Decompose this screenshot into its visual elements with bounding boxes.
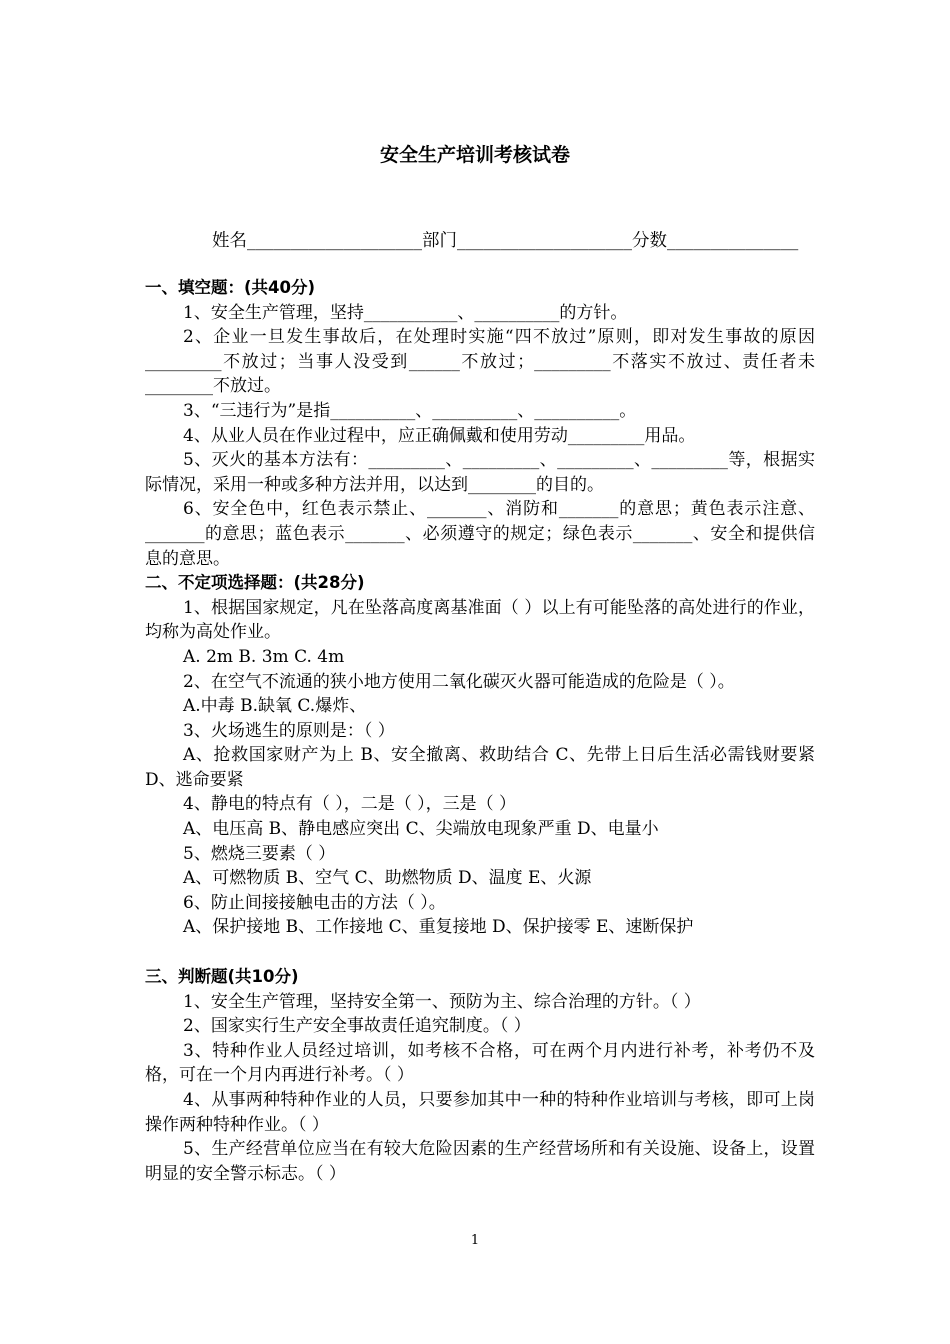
- question: 1、安全生产管理，坚持安全第一、预防为主、综合治理的方针。（ ）: [183, 991, 701, 1012]
- score-label: 分数: [632, 231, 667, 251]
- question: 3、火场逃生的原则是：（ ）: [183, 720, 395, 741]
- question: 4、静电的特点有（ ），二是（ ），三是（ ）: [183, 794, 517, 815]
- answer-options: A.中毒 B.缺氧 C.爆炸、: [183, 696, 367, 717]
- section-spacer: [145, 940, 815, 965]
- page-number: 1: [470, 1233, 480, 1248]
- name-label: 姓名: [212, 231, 247, 251]
- question: 2、国家实行生产安全事故责任追究制度。（ ）: [183, 1016, 531, 1037]
- question: 5、燃烧三要素（ ）: [183, 843, 336, 864]
- question: 2、企业一旦发生事故后，在处理时实施“四不放过”原则，即对发生事故的原因_________不放过；当事人没受到______不放过；_________不落实不放过、责任者未________不放过。: [145, 327, 815, 397]
- name-blank: ____________________: [247, 231, 422, 251]
- page-title: 安全生产培训考核试卷: [379, 144, 570, 166]
- question: 6、安全色中，红色表示禁止、_______、消防和_______的意思；黄色表示注意、_______的意思；蓝色表示_______、必须遵守的规定；绿色表示_______、安全和提供信息的意思。: [145, 499, 815, 569]
- score-blank: _______________: [667, 231, 799, 251]
- answer-options: A、电压高 B、静电感应突出 C、尖端放电现象严重 D、电量小: [183, 819, 659, 840]
- question: 4、从事两种特种作业的人员，只要参加其中一种的特种作业培训与考核，即可上岗操作两种特种作业。（ ）: [145, 1090, 815, 1135]
- section-heading-multiple-choice: 二、不定项选择题：(共28分): [145, 573, 365, 593]
- question: 5、生产经营单位应当在有较大危险因素的生产经营场所和有关设施、设备上，设置明显的安全警示标志。（ ）: [145, 1139, 815, 1184]
- dept-label: 部门: [422, 231, 457, 251]
- question: 6、防止间接接触电击的方法（ ）。: [183, 892, 446, 913]
- question: 3、“三违行为”是指__________、__________、__________。: [183, 400, 637, 421]
- answer-options: A、抢救国家财产为上 B、安全撤离、救助结合 C、先带上日后生活必需钱财要紧 D、逃命要紧: [145, 745, 815, 790]
- question: 1、安全生产管理，坚持___________、__________的方针。: [183, 302, 628, 323]
- student-info-line: [212, 227, 798, 252]
- answer-options: A、可燃物质 B、空气 C、助燃物质 D、温度 E、火源: [183, 868, 592, 889]
- question: 4、从业人员在作业过程中，应正确佩戴和使用劳动_________用品。: [183, 425, 696, 446]
- exam-content: [145, 276, 815, 1186]
- question: 2、在空气不流通的狭小地方使用二氧化碳灭火器可能造成的危险是（ ）。: [183, 671, 735, 692]
- section-heading-true-false: 三、判断题(共10分): [145, 967, 299, 987]
- answer-options: A. 2m B. 3m C. 4m: [183, 646, 345, 667]
- answer-options: A、保护接地 B、工作接地 C、重复接地 D、保护接零 E、速断保护: [183, 917, 694, 938]
- dept-blank: ____________________: [457, 231, 632, 251]
- question: 1、根据国家规定，凡在坠落高度离基准面（ ）以上有可能坠落的高处进行的作业，均称为高处作业。: [145, 597, 815, 643]
- question: 3、特种作业人员经过培训，如考核不合格，可在两个月内进行补考，补考仍不及格，可在一个月内再进行补考。（ ）: [145, 1040, 815, 1086]
- question: 5、灭火的基本方法有：_________、_________、_________、_________等，根据实际情况，采用一种或多种方法并用，以达到________的目的。: [145, 450, 815, 495]
- section-heading-fill-in: 一、填空题：(共40分): [145, 278, 316, 297]
